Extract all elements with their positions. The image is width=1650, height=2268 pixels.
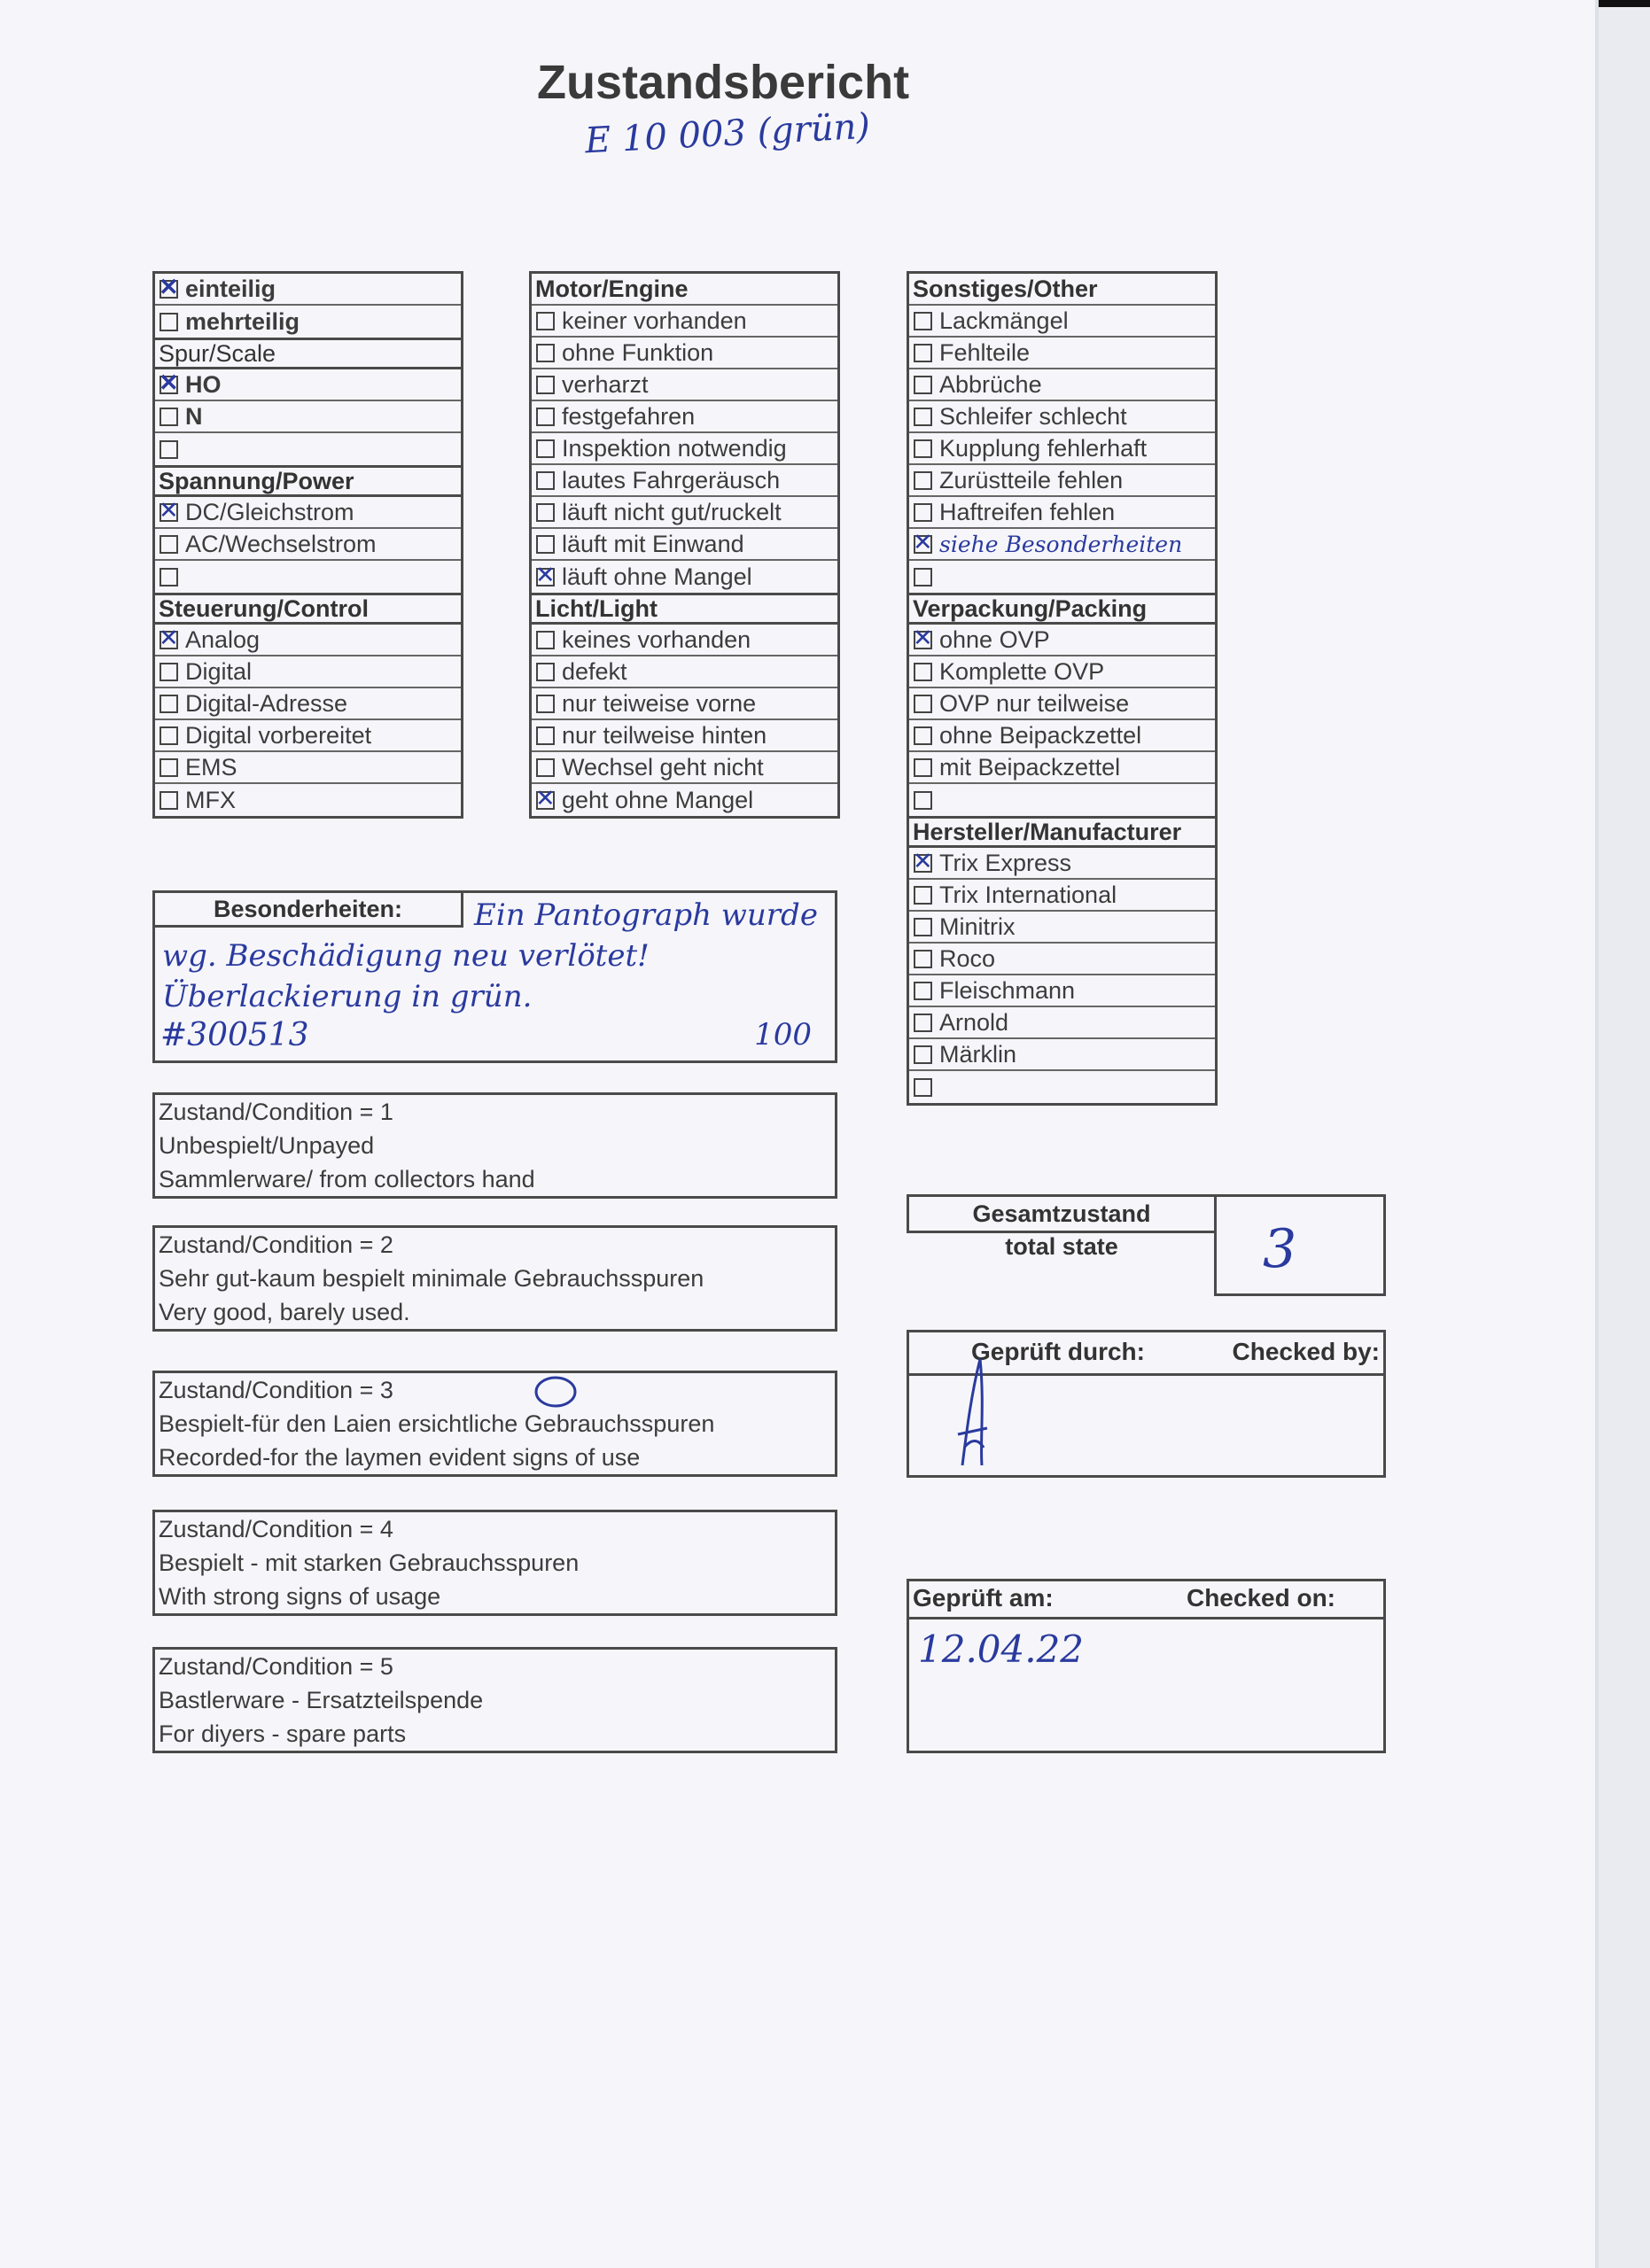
piece-count-row xyxy=(155,274,461,306)
piece-count-checkbox[interactable] xyxy=(160,280,178,299)
manufacturer-checkbox[interactable] xyxy=(914,918,932,936)
packing-label: ohne Beipackzettel xyxy=(939,721,1142,749)
packing-row xyxy=(909,752,1215,784)
light-group xyxy=(532,625,837,816)
motor-row xyxy=(532,465,837,497)
packing-checkbox[interactable] xyxy=(914,791,932,810)
motor-checkbox[interactable] xyxy=(536,503,555,522)
power-label: DC/Gleichstrom xyxy=(185,498,354,525)
other-label: Zurüstteile fehlen xyxy=(939,466,1124,493)
manufacturer-header: Hersteller/Manufacturer xyxy=(907,816,1218,848)
power-header: Spannung/Power xyxy=(152,465,463,497)
power-row xyxy=(155,561,461,593)
control-checkbox[interactable] xyxy=(160,726,178,745)
packing-row xyxy=(909,625,1215,656)
control-label: Digital xyxy=(185,657,253,685)
scale-checkbox[interactable] xyxy=(160,376,178,394)
other-group xyxy=(909,306,1215,593)
control-row xyxy=(155,688,461,720)
motor-checkbox[interactable] xyxy=(536,344,555,362)
manufacturer-checkbox[interactable] xyxy=(914,886,932,905)
motor-row xyxy=(532,369,837,401)
other-row xyxy=(909,369,1215,401)
other-checkbox[interactable] xyxy=(914,439,932,458)
other-label: Abbrüche xyxy=(939,370,1042,398)
packing-group xyxy=(909,625,1215,816)
manufacturer-checkbox[interactable] xyxy=(914,1014,932,1032)
column1-panel xyxy=(152,271,463,819)
control-label: MFX xyxy=(185,786,236,813)
scale-label: N xyxy=(185,402,203,430)
other-label: Schleifer schlecht xyxy=(939,402,1127,430)
motor-checkbox[interactable] xyxy=(536,376,555,394)
motor-label: Inspektion notwendig xyxy=(562,434,787,462)
packing-row xyxy=(909,720,1215,752)
circle-mark-3 xyxy=(533,1375,579,1409)
light-label: defekt xyxy=(562,657,627,685)
handwritten-subtitle: E 10 003 (grün) xyxy=(584,105,872,162)
manufacturer-row xyxy=(909,944,1215,975)
packing-row xyxy=(909,784,1215,816)
manufacturer-label: Märklin xyxy=(939,1040,1017,1068)
motor-label: ohne Funktion xyxy=(562,338,714,366)
other-label: Fehlteile xyxy=(939,338,1031,366)
control-label: Analog xyxy=(185,625,261,653)
scale-label: HO xyxy=(185,370,222,398)
checked-on-box xyxy=(907,1579,1386,1753)
manufacturer-row xyxy=(909,912,1215,944)
special-notes-label: Besonderheiten: xyxy=(155,893,463,928)
motor-checkbox[interactable] xyxy=(536,535,555,554)
other-row xyxy=(909,338,1215,369)
other-checkbox[interactable] xyxy=(914,503,932,522)
motor-checkbox[interactable] xyxy=(536,408,555,426)
light-row xyxy=(532,656,837,688)
light-checkbox[interactable] xyxy=(536,695,555,713)
scanner-edge xyxy=(1595,0,1650,2268)
special-notes-box xyxy=(152,890,837,1063)
packing-checkbox[interactable] xyxy=(914,631,932,649)
other-checkbox[interactable] xyxy=(914,312,932,330)
control-checkbox[interactable] xyxy=(160,791,178,810)
control-checkbox[interactable] xyxy=(160,758,178,777)
light-header: Licht/Light xyxy=(529,593,840,625)
light-checkbox[interactable] xyxy=(536,663,555,681)
other-checkbox[interactable] xyxy=(914,535,932,554)
control-row xyxy=(155,656,461,688)
motor-checkbox[interactable] xyxy=(536,439,555,458)
condition-box-3: Zustand/Condition = 3 Bespielt-für den Laien ersichtliche Gebrauchsspuren Recorded-for the laymen evident signs of use xyxy=(152,1371,837,1477)
manufacturer-checkbox[interactable] xyxy=(914,1045,932,1064)
manufacturer-row xyxy=(909,1071,1215,1103)
light-row xyxy=(532,784,837,816)
power-checkbox[interactable] xyxy=(160,503,178,522)
piece-count-label: einteilig xyxy=(185,275,276,302)
manufacturer-label: Fleischmann xyxy=(939,976,1076,1004)
manufacturer-checkbox[interactable] xyxy=(914,950,932,968)
light-checkbox[interactable] xyxy=(536,791,555,810)
manufacturer-row xyxy=(909,1039,1215,1071)
motor-checkbox[interactable] xyxy=(536,471,555,490)
light-row xyxy=(532,752,837,784)
motor-label: läuft mit Einwand xyxy=(562,530,744,557)
packing-label: OVP nur teilweise xyxy=(939,689,1130,717)
scale-checkbox[interactable] xyxy=(160,440,178,459)
power-checkbox[interactable] xyxy=(160,568,178,586)
packing-checkbox[interactable] xyxy=(914,695,932,713)
total-state-value: 3 xyxy=(1263,1218,1297,1280)
checked-on-label-de: Geprüft am: xyxy=(913,1584,1054,1612)
motor-checkbox[interactable] xyxy=(536,568,555,586)
scale-header: Spur/Scale xyxy=(152,338,463,369)
control-header: Steuerung/Control xyxy=(152,593,463,625)
condition-box-2: Zustand/Condition = 2 Sehr gut-kaum bespielt minimale Gebrauchsspuren Very good, barely used. xyxy=(152,1225,837,1332)
motor-label: keiner vorhanden xyxy=(562,307,747,334)
manufacturer-checkbox[interactable] xyxy=(914,982,932,1000)
motor-label: lautes Fahrgeräusch xyxy=(562,466,781,493)
condition-box-1: Zustand/Condition = 1 Unbespielt/Unpayed Sammlerware/ from collectors hand xyxy=(152,1092,837,1199)
packing-checkbox[interactable] xyxy=(914,726,932,745)
light-label: nur teilweise hinten xyxy=(562,721,767,749)
condition-box-5: Zustand/Condition = 5 Bastlerware - Ersatzteilspende For diyers - spare parts xyxy=(152,1647,837,1753)
manufacturer-label: Arnold xyxy=(939,1008,1009,1036)
power-row xyxy=(155,529,461,561)
power-label: AC/Wechselstrom xyxy=(185,530,377,557)
scale-group xyxy=(155,369,461,465)
control-group xyxy=(155,625,461,816)
motor-row xyxy=(532,529,837,561)
checked-by-label-de: Geprüft durch: xyxy=(971,1338,1145,1365)
other-label: siehe Besonderheiten xyxy=(939,531,1183,557)
motor-row xyxy=(532,497,837,529)
other-row xyxy=(909,529,1215,561)
scale-row xyxy=(155,369,461,401)
checked-by-label-en: Checked by: xyxy=(1232,1338,1380,1365)
total-state-label-box: Gesamtzustand xyxy=(907,1194,1217,1233)
motor-group xyxy=(532,306,837,593)
control-checkbox[interactable] xyxy=(160,663,178,681)
motor-row xyxy=(532,401,837,433)
total-state-value-box xyxy=(1214,1194,1386,1296)
packing-label: Komplette OVP xyxy=(939,657,1105,685)
other-row xyxy=(909,465,1215,497)
manufacturer-label: Minitrix xyxy=(939,913,1016,940)
control-checkbox[interactable] xyxy=(160,631,178,649)
light-checkbox[interactable] xyxy=(536,758,555,777)
packing-row xyxy=(909,688,1215,720)
manufacturer-row xyxy=(909,880,1215,912)
other-row xyxy=(909,433,1215,465)
light-row xyxy=(532,625,837,656)
light-checkbox[interactable] xyxy=(536,726,555,745)
manufacturer-row xyxy=(909,848,1215,880)
manufacturer-label: Trix International xyxy=(939,881,1117,908)
checked-by-box xyxy=(907,1330,1386,1478)
motor-row xyxy=(532,433,837,465)
light-row xyxy=(532,720,837,752)
power-row xyxy=(155,497,461,529)
motor-label: läuft nicht gut/ruckelt xyxy=(562,498,782,525)
checked-on-label-en: Checked on: xyxy=(1186,1584,1335,1612)
motor-row xyxy=(532,338,837,369)
motor-label: verharzt xyxy=(562,370,649,398)
special-notes-text: Ein Pantograph wurde wg. Beschädigung neu verlötet! Überlackierung in grün. xyxy=(162,897,818,1014)
motor-label: läuft ohne Mangel xyxy=(562,563,752,590)
packing-label: mit Beipackzettel xyxy=(939,753,1121,781)
control-row xyxy=(155,784,461,816)
manufacturer-row xyxy=(909,1007,1215,1039)
other-header: Sonstiges/Other xyxy=(909,274,1215,306)
condition-box-4: Zustand/Condition = 4 Bespielt - mit starken Gebrauchsspuren With strong signs of usage xyxy=(152,1510,837,1616)
manufacturer-checkbox[interactable] xyxy=(914,1078,932,1097)
other-row xyxy=(909,306,1215,338)
other-label: Lackmängel xyxy=(939,307,1069,334)
piece-count-label: mehrteilig xyxy=(185,307,300,335)
control-row xyxy=(155,720,461,752)
packing-checkbox[interactable] xyxy=(914,758,932,777)
other-checkbox[interactable] xyxy=(914,376,932,394)
light-label: keines vorhanden xyxy=(562,625,751,653)
manufacturer-row xyxy=(909,975,1215,1007)
motor-row xyxy=(532,561,837,593)
other-checkbox[interactable] xyxy=(914,408,932,426)
light-label: Wechsel geht nicht xyxy=(562,753,764,781)
page-title: Zustandsbericht xyxy=(537,56,910,109)
light-label: geht ohne Mangel xyxy=(562,786,754,813)
manufacturer-checkbox[interactable] xyxy=(914,854,932,873)
checked-on-date: 12.04.22 xyxy=(918,1627,1085,1671)
control-row xyxy=(155,752,461,784)
special-notes-amount: 100 xyxy=(754,1017,812,1052)
piece-count-row xyxy=(155,306,461,338)
column3-panel xyxy=(907,271,1218,1106)
manufacturer-label: Roco xyxy=(939,944,996,972)
other-checkbox[interactable] xyxy=(914,471,932,490)
motor-checkbox[interactable] xyxy=(536,312,555,330)
light-label: nur teiweise vorne xyxy=(562,689,757,717)
other-row xyxy=(909,401,1215,433)
manufacturer-group xyxy=(909,848,1215,1103)
control-label: Digital-Adresse xyxy=(185,689,348,717)
power-group xyxy=(155,497,461,593)
control-label: EMS xyxy=(185,753,237,781)
packing-row xyxy=(909,656,1215,688)
packing-label: ohne OVP xyxy=(939,625,1050,653)
motor-header: Motor/Engine xyxy=(532,274,837,306)
other-label: Haftreifen fehlen xyxy=(939,498,1116,525)
other-row xyxy=(909,561,1215,593)
packing-checkbox[interactable] xyxy=(914,663,932,681)
other-checkbox[interactable] xyxy=(914,568,932,586)
motor-row xyxy=(532,306,837,338)
light-row xyxy=(532,688,837,720)
scale-row xyxy=(155,401,461,433)
other-checkbox[interactable] xyxy=(914,344,932,362)
control-row xyxy=(155,625,461,656)
light-checkbox[interactable] xyxy=(536,631,555,649)
other-row xyxy=(909,497,1215,529)
piece-count-group xyxy=(155,274,461,338)
scale-checkbox[interactable] xyxy=(160,408,178,426)
total-state-sub: total state xyxy=(1005,1233,1118,1260)
control-label: Digital vorbereitet xyxy=(185,721,372,749)
scale-row xyxy=(155,433,461,465)
manufacturer-label: Trix Express xyxy=(939,849,1072,876)
motor-label: festgefahren xyxy=(562,402,696,430)
column2-panel xyxy=(529,271,840,819)
special-notes-number: #300513 xyxy=(160,1017,309,1053)
piece-count-checkbox[interactable] xyxy=(160,313,178,331)
other-label: Kupplung fehlerhaft xyxy=(939,434,1148,462)
packing-header: Verpackung/Packing xyxy=(907,593,1218,625)
power-checkbox[interactable] xyxy=(160,535,178,554)
control-checkbox[interactable] xyxy=(160,695,178,713)
signature xyxy=(945,1350,1016,1474)
